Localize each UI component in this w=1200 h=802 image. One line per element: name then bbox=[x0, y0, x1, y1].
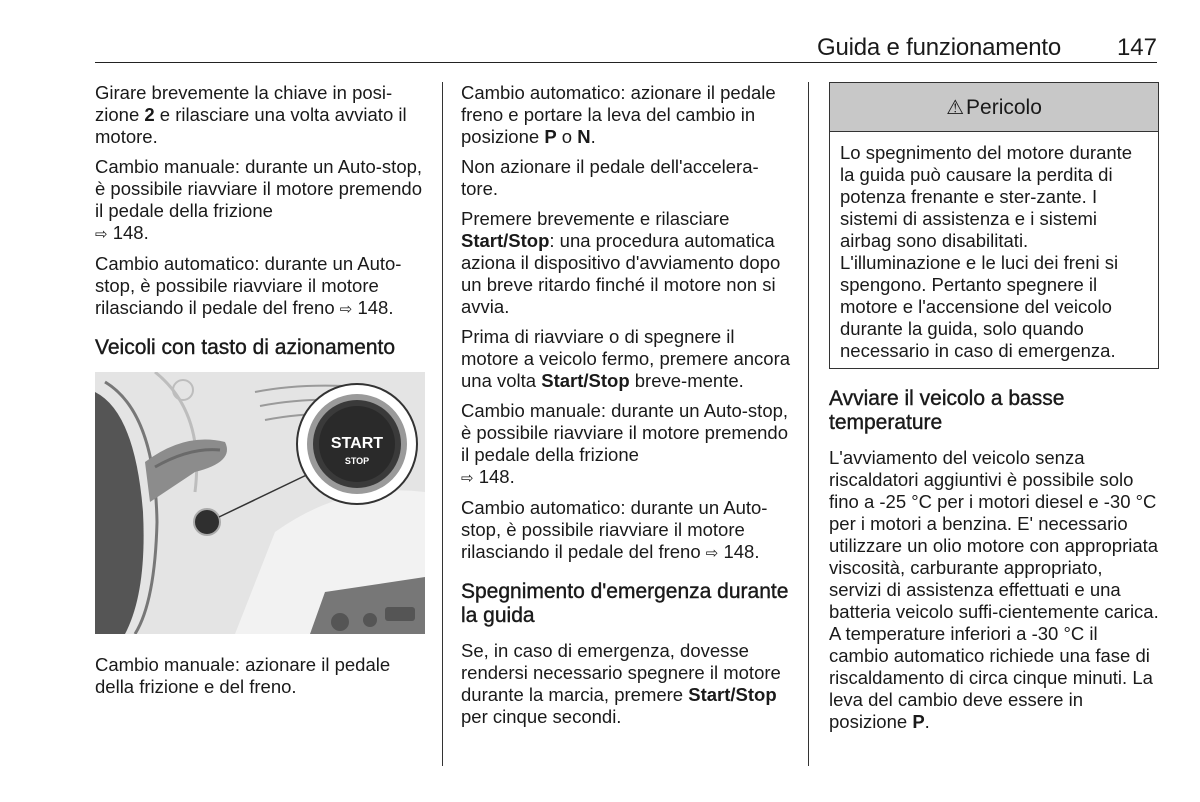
section-heading: Spegnimento d'emergenza durante la guida bbox=[461, 580, 789, 627]
warning-text: Lo spegnimento del motore durante la guida può causare la perdita di potenza frenante e ster-zante. I sistemi di assistenza e i sistemi airbag sono disabilitati. L'illuminazione e le luci dei freni si spengono. Pertanto spegnere il motore e l'accensione del veicolo durante la guida, solo quando necessario in caso di emergenza. bbox=[840, 142, 1133, 361]
section-title: Guida e funzionamento bbox=[817, 34, 1061, 61]
paragraph: Cambio automatico: durante un Auto-stop, è possibile riavviare il motore rilasciando il pedale del freno ⇨ 148. bbox=[461, 497, 768, 562]
paragraph: Girare brevemente la chiave in posi-zione 2 e rilasciare una volta avviato il motore. bbox=[95, 82, 407, 147]
section-heading: Avviare il veicolo a basse temperature bbox=[829, 387, 1065, 434]
warning-box bbox=[829, 82, 1159, 369]
column-right bbox=[829, 82, 1159, 741]
page-header bbox=[95, 30, 1157, 63]
paragraph: Cambio manuale: durante un Auto-stop, è possibile riavviare il motore premendo il pedale della frizione ⇨ 148. bbox=[95, 156, 423, 243]
paragraph: Cambio automatico: durante un Auto-stop, è possibile riavviare il motore rilasciando il pedale del freno ⇨ 148. bbox=[95, 253, 402, 318]
page-reference[interactable]: 148. bbox=[478, 466, 515, 487]
paragraph: Cambio manuale: azionare il pedale della frizione e del freno. bbox=[95, 654, 391, 697]
page-reference[interactable]: 148. bbox=[723, 541, 760, 562]
warning-body bbox=[830, 132, 1158, 368]
section-heading: Veicoli con tasto di azionamento bbox=[95, 336, 396, 359]
page-reference-arrow-icon: ⇨ bbox=[461, 469, 474, 487]
paragraph: Premere brevemente e rilasciare Start/Stop: una procedura automatica aziona il dispositivo d'avviamento dopo un breve ritardo finché il motore non si avvia. bbox=[461, 208, 781, 317]
paragraph: Se, in caso di emergenza, dovesse rendersi necessario spegnere il motore durante la marcia, premere Start/Stop per cinque secondi. bbox=[461, 640, 781, 727]
paragraph: Cambio automatico: azionare il pedale freno e portare la leva del cambio in posizione P o N. bbox=[461, 82, 776, 147]
warning-triangle-icon: ⚠ bbox=[946, 95, 965, 119]
page-number: 147 bbox=[1116, 34, 1157, 61]
paragraph: L'avviamento del veicolo senza riscaldatori aggiuntivi è possibile solo fino a -25 °C per i motori diesel e -30 °C per i motori a benzina. E' necessario utilizzare un olio motore con appropriata viscosità, carburante appropriato, servizi di assistenza effettuati e una batteria veicolo suffi-cientemente carica. A temperature inferiori a -30 °C il cambio automatico richiede una fase di riscaldamento di circa cinque minuti. La leva del cambio deve essere in posizione P. bbox=[829, 447, 1159, 732]
page-reference[interactable]: 148. bbox=[112, 222, 149, 243]
page-reference[interactable]: 148. bbox=[357, 297, 394, 318]
column-left bbox=[95, 82, 425, 706]
paragraph: Cambio manuale: durante un Auto-stop, è possibile riavviare il motore premendo il pedale della frizione ⇨ 148. bbox=[461, 400, 789, 487]
page-reference-arrow-icon: ⇨ bbox=[95, 225, 108, 243]
start-stop-button-illustration bbox=[95, 372, 425, 634]
warning-title: Pericolo bbox=[966, 96, 1042, 119]
paragraph: Non azionare il pedale dell'accelera-tore. bbox=[461, 156, 759, 199]
start-label: START bbox=[330, 435, 384, 452]
page-reference-arrow-icon: ⇨ bbox=[705, 544, 719, 562]
page-reference-arrow-icon: ⇨ bbox=[339, 300, 353, 318]
column-middle bbox=[461, 82, 791, 736]
warning-header bbox=[830, 83, 1158, 132]
column-divider bbox=[442, 82, 443, 766]
stop-label: STOP bbox=[344, 456, 370, 466]
paragraph: Prima di riavviare o di spegnere il motore a veicolo fermo, premere ancora una volta Start/Stop breve-mente. bbox=[461, 326, 791, 391]
column-divider bbox=[808, 82, 809, 766]
